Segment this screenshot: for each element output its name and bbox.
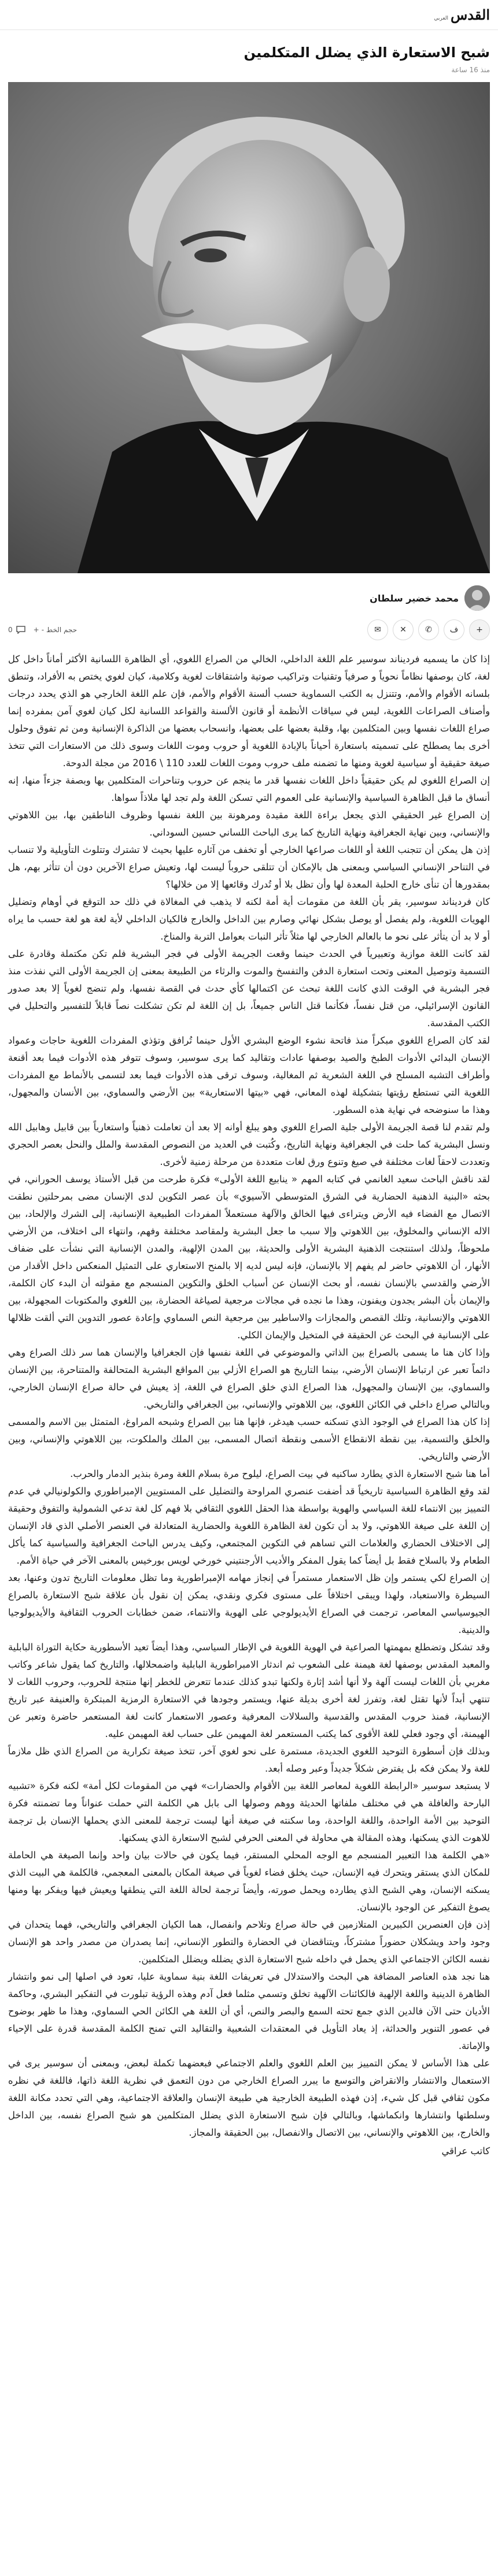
paragraph: إذن فإن العنصرين الكبيرين المتلازمين في حالة صراع وتلاحم وانفصال، هما الكيان الجغرافي والتاريخي، فهما يتحدان في وجود واحد ويشكلان حضوراً مشتركاً، ويتناقضان في الحضارة والتطور الإنساني، إنما يصدران من مصدر واحد هو الإنسان نفسه الكائن الاجتماعي الذي يحمل في داخله شبح الاستعارة الذي يضلله ويضلل المتكلمين. [8,1919,490,1965]
paragraph: لقد وقع الظاهرة السياسية تاريخياً قد أضفت عنصري المراوحة والتضليل على المستويين الإمبراطوري والكولونيالي في عدم التمييز بين الانتماء للغة السياسي والهوية بواسطة هذا الحقل اللغوي الثقافي بلا فهم كل لغة تدعي الشمولية والتفوق وحقيقة إن اللغة على صيغة اللاهوتي، ولا بد أن تكون لغة الظاهرة اللغوية والحضارية المتعادلة في العنصر الأصلي الذي قاد الإنسان إلى الاختلاف الحضاري والعلامات التي تساهم في التكوين المجتمعي، وكيف يدرس الباحث الجغرافية والسياسية كما يأكل الطعام ولا بالسلاح فقط بل أيضاً كما يقول المفكر والأديب الأرجنتيني خورخي لويس بورخيس بالمعنى الآخر في حياة الأمم. [8,1486,490,1566]
author-signature: كاتب عراقي [441,2146,490,2156]
comments-link[interactable] [8,626,25,634]
paragraph: هنا نجد هذه العناصر المضافة هي البحث والاستدلال في تعريفات اللغة بنية سماوية عليا، تعود في اصلها إلى نمو وانتشار الظاهرة الدينية واللغة الإلهية فالكائنات الآلهية تخلق وتسمي مثلما فعل آدم وهذه الرؤية تبلورت في التفكير البشري، وحاكمة الأديان حتى الآن فالدين الذي جمع تحته السمع والبصر والنص، أي أن اللغة هي الكائن الحي السماوي، وهذا ما ظهر بوضوح في عصور التنوير والحداثة، إذ يعاد التأويل في المعتقدات الشعبية والتقاليد التي تمنح الكلمة المقدسة قدرة على الإحياء والإماتة. [8,1971,490,2051]
article-body [8,651,490,2141]
site-header [0,0,498,30]
paragraph: وبذلك فإن أسطورة التوحيد اللغوي الجديدة، مستمرة على نحو لغوي آخر، تتخذ صيغة تكرارية من الصراع الذي ظل ملازماً للغة ولا يمكن فكه بل يفترض شكلاً جديداً وعبر وصله أبعد. [8,1746,490,1774]
reading-tools [8,626,77,634]
logo-text: القدس [450,6,490,23]
article-title: شبح الاستعارة الذي يضلل المتكلمين [244,44,490,61]
paragraph: إن الصراع لكي يستمر وإن ظل الاستعمار مستمراً في إنجاز مهامه الإمبراطورية وما تظل معلومات التاريخ تدون وعنها، بعد السيطرة والاستعباد، ولهذا ويبقى اختلافاً على مستوى فكري ونقدي، يمكن إن نقول بأن علاقة شبح الاستعارة بالصراع الجيوسياسي المعاصر، ترجمت في الصراع الأيديولوجي على الهوية والانتماء، ضمن خطابات الحروب الثقافية والأيديولوجيا والدينية. [8,1572,490,1635]
paragraph: ولم تقدم لنا قصة الجريمة الأولى جلية الصراع اللغوي وهو يبلغ أوانه إلا بعد أن تعاملت ذهنياً واستعارياً بين قابيل وهابيل الله ونسل البشرية كما حلت في الجغرافية ونهاية التاريخ، وكُتبت في العديد من النصوص المقدسة والملل والنحل بعصر الحجري وتعددت لاحقاً لغات مختلفة في صيغ وتنوع ورق لغات متعددة من مرحلة زمنية لأخرى. [8,1122,490,1167]
paragraph: على هذا الأساس لا يمكن التمييز بين العلم اللغوي والعلم الاجتماعي فبعضهما تكملة لبعض، وبمعنى أن سوسير يرى في الاستعمال والانتشار والانقراض والتوسع ما يبرر الصراع الخارجي من دون التعمق في نظرية اللغة ذاتها، فاللغة في نظره مكون ثقافي قبل كل شيء، إذن فهذه الطبيعة الخارجية هي طبيعة الإنسان والعلاقة الاجتماعية، وهي التي تحدد مكانة اللغة وسلطتها وانتشارها وانكماشها، وبالتالي فإن شبح الاستعارة الذي يضلل المتكلمين هو شبح الصراع نفسه، بين الداخل والخارج، بين اللاهوتي والإنساني، بين الاتصال والانفصال، بين الحقيقة والمجاز. [8,2058,490,2138]
logo-subtext: العربي [434,16,448,21]
article-tools [8,617,490,643]
author-avatar[interactable] [464,585,490,611]
paragraph: وإذا كان هنا ما يسمى بالصراع بين الذاتي والموضوعي في اللغة نفسها فإن الجغرافيا والإنسان هما سر ذلك الصراع وهي دائماً تعبر عن ارتباط الإنسان الأرضي، بينما التاريخ هو الصراع الأزلي بين المواقع البشرية المتحالفة والمتناحرة، بين الإنسان والسماوي، بين الإنسان والمجهول، هذا الصراع الذي خلق الصراع في اللغة، إذ يعيش في حالة صراع الإنسان الخارجي، وبالتالي صراع داخلي في الكائن اللغوي، بين اللاهوتي والإنساني، بين الجغرافي والتاريخي. [8,1347,490,1410]
author-name[interactable]: محمد خضير سلطان [370,592,459,604]
article-date: منذ 16 ساعة [451,66,490,74]
author-row [8,584,490,613]
facebook-share-button[interactable]: ف [444,619,464,640]
whatsapp-share-button[interactable]: ✆ [418,619,439,640]
paragraph: لا يستبعد سوسير «الرابطة اللغوية لمعاصر اللغة بين الأقوام والحضارات» فهي من المقومات لكل أمة» لكنه فكرة «تشبيه البارحة والغافلة هي في مختلف ملفاتها الحديثة ووهم وصولها الى بابل هي الكلمة التي حملت عنواناً وما تضمنته فكرة التوحيد بين الأمة الواحدة، واللغة الواحدة، وما سكنته في صيغة أنها ليست ترجمة للمعنى الذي يحملها الإنسان بل ترجمة للاهوت الذي يسكنها، وهذه المقالة هي محاولة في المعنى الحرفي لشبح الاستعارة الذي يسكنها. [8,1780,490,1843]
paragraph: إذا كان هذا الصراع في الوجود الذي تسكنه حسب هيدغر، فإنها هنا بين الصراع وشبحه المراوغ، المتمثل بين الاسم والمسمى والخلق والتسمية، بين نقطة الانقطاع الأسمى ونقطة اتصال المسمى، بين الملك والملكوت، بين اللاهوتي والإنساني، وبين الأرضي والتاريخي. [8,1416,490,1462]
share-buttons [367,619,490,640]
share-more-button[interactable]: + [469,619,490,640]
comment-count: 0 [8,626,13,634]
paragraph: «هي الكلمة هذا التعبير المنسجم مع الوجه المحلي المستقر، فيما يكون في حالات بيان واحد وإنما الصيغة هي الحاملة للمكان الذي يستقر ويتحرك فيه الإنسان، حيث يخلق فضاء لغوياً في صيغة المكان بالمعنى المعجمي، فالكلمة هي البيت الذي يسكنه الإنسان، وهي الشبح الذي يطارده ويحمل صورته، وأيضاً ترجمة لحالة اللغة التي ينطقها ويعيش فيها ويفكر بها ومنها يصوغ التفكير عن الوجود بالإنسان. [8,1850,490,1913]
paragraph: لقد كان الصراع اللغوي مبكراً منذ فاتحة نشوء الوضع البشري الأول حينما تُرافق وتؤذي المفردات اللغوية حاجات وعمواد الإنسان البدائي الأدوات الطبخ والصيد بوصفها عادات وتقاليد كما يرى سوسير، وسوف تتوفر هذه الأدوات فيما بعد أقنعة وأطراف التشبه المسلح في اللغة الشعرية ثم المغالية، وسوف ترقى هذه الأدوات فيما بعد لتسمى بالأنماط مع المفردات اللغوية التي تستطع رؤيتها بتشكيلة لهذه المعاني، فهي «بيتها الاستعارية» بين الأرضي والسماوي، بين الأنسان والمجهول، وهذا ما سنوضحه في نهاية هذه السطور. [8,1035,490,1115]
font-decrease-button[interactable]: - [41,626,45,634]
avatar-image [464,585,490,611]
comment-icon [16,626,25,634]
font-size-control [34,626,78,634]
font-size-label: حجم الخط [46,626,78,634]
article [0,42,498,2160]
paragraph: أما هنا شبح الاستعارة الذي يطارد ساكنيه في بيت الصراع، ليلوح مرة بسلام اللغة ومرة بنذير الدمار والحرب. [70,1468,490,1479]
paragraph: إذن هل يمكن أن تتجنب اللغة أو اللغات صراعها الخارجي أو تخفف من آثاره عليها بحيث لا تشترك وتتلوث التأويلية ولا تنساب في التناحر الإنساني السياسي وبمعنى هل بالإمكان أن تتلقى حروباً ليست لها، وتعيش صراع الآخرين دون أن تتأثر بهم، هل بمقدورها أن تنأى خارج الحلبة المعدة لها وأن تظل بلا أو تُدرك وقائعها إلا من خلالها؟ [8,844,490,890]
paragraph: لقد كانت اللغة موازية وتعبيرياً في الحدث حينما وقعت الجريمة الأولى في فجر البشرية فلم تكن مكتملة وقادرة على التسمية وتوصيل المعنى وتحت استعارة الدفن والتفسخ والموت والرثاء من الطبيعة بمعنى إن الجريمة الأولى التي نفذت منذ فجر البشرية في الوقت الذي كانت اللغة تبحث عن اكتمالها كأي حدث في القصة نفسها، ولم تنضج لغوياً إلا بعد صدور القانون الإسرائيلي، من قتل نفساً، فكأنما قتل الناس جميعاً، بل إن اللغة لم تكن تشكلت نصاً قابلاً للتفسير والتحليل في الكتب المقدسة. [8,948,490,1029]
paragraph: إن الصراع اللغوي لم يكن حقيقياً داخل اللغات نفسها قدر ما ينجم عن حروب وتناحرات المتكلمين بها وبصفة جزءاً منها، إنه أنساق ما قبل الظاهرة السياسية والإنسانية على العموم التي تسكن اللغة ولم تجد لها ملاذاً سواها. [8,775,490,803]
email-share-button[interactable]: ✉ [367,619,388,640]
paragraph: إذا كان ما يسميه فرديناند سوسير علم اللغة الداخلي، الخالي من الصراع اللغوي، أي الظاهرة اللسانية الأكثر أماناً داخل كل لغة، كان بوصفها نظاماً نحوياً و صرفياً وتقنيات وتراكيب صوتية واشتقاقات لغوية وكلامية، كيان لغوي يختص به الأفراد، وتنطق بلسانه الأقوام والأمم، وتتنزل به الكتب السماوية حسب ألسنة الأقوام والأمم، فإن علم اللغة الخارجي هو الذي يحدد درجات وأصناف الصراعات اللغوية، ليس في سياقات الأنظمة أو قانون الألسنة والقواعد اللسانية لكل كيان لغوي آمن بمفرده إنما صراع اللغات نفسها وبين المتكلمين بها، وقلبة بعضها على بعضها، وانسحاب بعضها من الذاكرة الإنسانية ومن ثم تفوق وحلول أخرى بما يصطلح على تسميته باستعارة أحياناً بالإبادة اللغوية أو حروب وموت اللغات وسوى ذلك من الاستعارات التي تتخذ صيغة حقيقية أو سياسية لغوية ومنها ما تضمنه ملف حروب وموت اللغات للعدد 110 \ 2016 من مجلة الدوحة. [8,654,490,769]
x-share-button[interactable]: ✕ [393,619,414,640]
article-hero-image [8,82,490,573]
paragraph: لقد ناقش الباحث سعيد الغانمي في كتابه المهم « ينابيع اللغة الأولى» فكرة طرحت من قبل الأستاذ يوسف الحوراني، في بحثه «البنية الذهنية الحضارية في الشرق المتوسطي الآسيوي» بأن عصر التكوين لدى الإنسان مضى بمرحلتين نطقت الاتصال مع الفضاء فيه الأرض ويتراءى فيها الخالق والآلهة مستعملاً المفردات الطبيعية الإنسانية، إلى الشرك والإلحاد، بين الاله الإنساني والمخلوق، بين اللاهوتي وإلا سبب ما جعل البشرية ولمقاصد مختلفة وفهم، وانتهاء الى اختلاف، من الأرضي ملحوظاً، ولذلك استنتجت الذهنية البشرية الأولى والحديثة، بين المدن الإلهية، والمدن الإنسانية التي نشأت على ضفاف الأنهار، أن اللاهوتي حاضر لم يفهم إلا بالإنسان، فإنه ليس لديه إلا بالمنح الاستعاري على التمثيل المنعكس داخل الأقدار من الأرضي والقدسي بالإنسان نفسه، أو بحث الإنسان عن أسباب الخلق والتكوين المنسجم مع مقولته أن البدء كان الكلمة، والإيمان بأن البشر يجدون ويفنون، وهذا ما نجده في مجالات مرجعية لصياغة الحضارة، بين اللغوي والمكتوبات المجهولة، بين اللاهوتي والإنسانية، وتلك القصص والمجازات والاساطير بين مرجعية النص السماوي وإعادة عصور التدوين التي ألقت ظلالها على الإنسانية في البحث عن الحقيقة في المتخيل والإيمان الكلي. [8,1174,490,1341]
paragraph: كان فرديناند سوسير، يقر بأن اللغة من مقومات أية أمة لكنه لا يذهب في المغالاة في ذلك حد التوقع في أوهام وتضليل الهويات اللغوية، ولم يفصل أو يوصل بشكل نهائي وصارم بين الداخل والخارج فالكيان الداخلي لأية لغة هو لغة حسب ما يراه أو لا بد أن يتأثر على نحو ما بالعالم الخارجي لها مثلاً تأثر النبات بعوامل التربة والمناخ. [8,896,490,942]
site-logo[interactable] [434,6,490,23]
font-increase-button[interactable]: + [33,626,39,634]
paragraph: وقد تشكل وتضطلع بمهمتها الصراعية في الهوية اللغوية في الإطار السياسي، وهذا أيضاً تعيد الأسطورية حكاية التوراة البابلية والمعبد المقدس بوصفها لغة هيمنة على الشعوب ثم اندثار الامبراطورية البابلية واضمحلالها، والتاريخ كما يقول شاعر وكاتب مغربي بأن اللغات ليست آلهة ولا أنها أشد إثارة ولكنها تبدو كذلك عندما تتعرض للخطر إنها منتجة للحروب، وحروب اللغات لا تنتهي أبداً لأنها تقتل لغة، وتفرز لغة أخرى بديلة عنها، ويستمر وجودها في الاستعارة الرمزية المبتكرة والعنيفة عبر تاريخ الإنسانية، فمنذ حروب المقدس والقدسية والسلالات المعرفية وعصور الاستعمار كانت لغة المستعمر حاضرة وتعبر عن الهيمنة، أي وجود فعلي للغة الأقوى كما يكتب المستعمر لغة المهيمن على حساب لغة المهيمن عليه. [8,1642,490,1739]
paragraph: إن الصراع غير الحقيقي الذي يجعل براءة اللغة مقيدة ومرهونة بين اللغة نفسها وظروف الناطقين بها، بين اللاهوتي والإنساني، وبين نهاية الجغرافية ونهاية التاريخ كما يرى الباحث اللساني حسين السوداني. [8,810,490,838]
portrait-illustration [8,82,490,573]
